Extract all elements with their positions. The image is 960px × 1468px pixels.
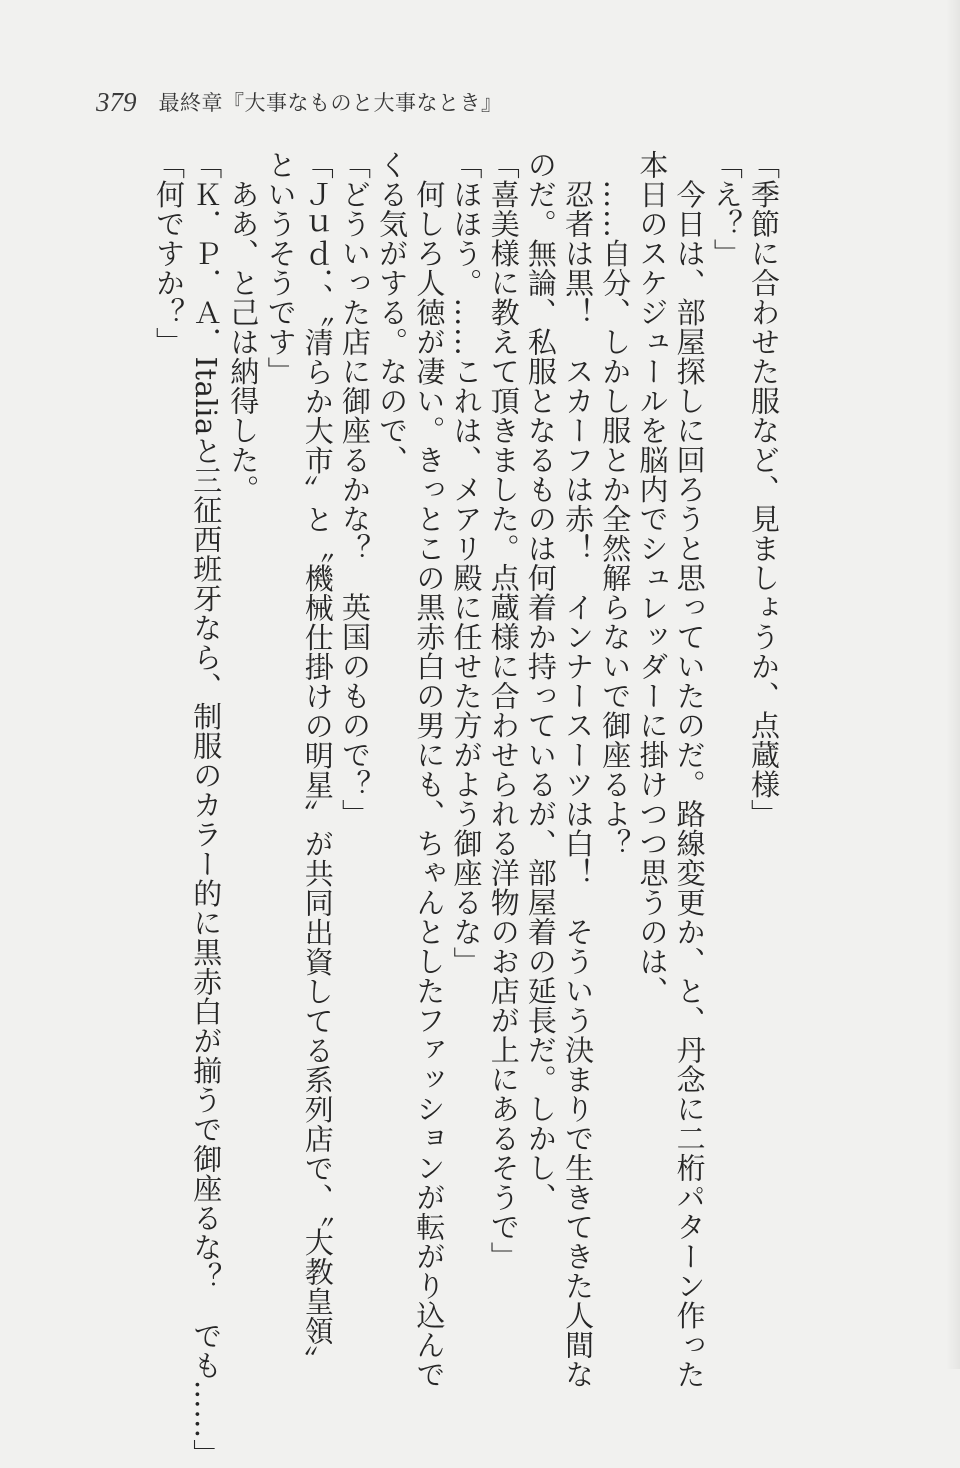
text-line: 「喜美様に教えて頂きました。点蔵様に合わせられる洋物のお店が上にあるそうで」	[486, 150, 521, 1271]
text-line: 忍者は黒！ スカーフは赤！ インナースーツは白！ そういう決まりで生きてきた人間な	[561, 150, 596, 1389]
text-line: というそうです」	[263, 150, 298, 386]
text-line: のだ。無論、私服となるものは何着か持っているが、部屋着の延長だ。しかし、	[523, 150, 558, 1212]
text-line: 今日は、部屋探しに回ろうと思っていたのだ。路線変更か、と、丹念に二桁パターン作った	[672, 150, 707, 1389]
text-line: 「何ですか？」	[152, 150, 186, 357]
text-line: ああ、と己は納得した。	[226, 150, 261, 504]
running-header	[96, 84, 503, 120]
text-line: 「どういった店に御座るかな？ 英国のもので？」	[337, 150, 372, 829]
page-number: 379	[96, 86, 137, 117]
chapter-title: 最終章『大事なものと大事なとき』	[158, 91, 503, 115]
vertical-body-text	[150, 150, 782, 1468]
text-line: 本日のスケジュールを脳内でシュレッダーに掛けつつ思うのは、	[635, 150, 670, 1006]
text-line: 「え？」	[709, 150, 744, 268]
text-line: ……自分、しかし服とか全然解らないで御座るよ？	[598, 150, 633, 858]
text-line: 「Ｋ．Ｐ．Ａ．Italiaと三征西班牙なら、制服のカラー的に黒赤白が揃うで御座るな？ でも……」	[189, 150, 224, 1468]
text-line: 「Ｊｕｄ．、〝清らか大市〟と〝機械仕掛けの明星〟が共同出資してる系列店で、〝大教皇領〟	[300, 150, 335, 1375]
text-line: 「季節に合わせた服など、見ましょうか、点蔵様」	[747, 150, 781, 829]
page-binding-edge	[946, 0, 960, 1369]
text-line: くる気がする。なので、	[375, 150, 410, 475]
text-line: 何しろ人徳が凄い。きっとこの黒赤白の男にも、ちゃんとしたファッションが転がり込んで	[412, 150, 447, 1389]
text-line: 「ほほう。……これは、メアリ殿に任せた方がよう御座るな」	[449, 150, 484, 976]
